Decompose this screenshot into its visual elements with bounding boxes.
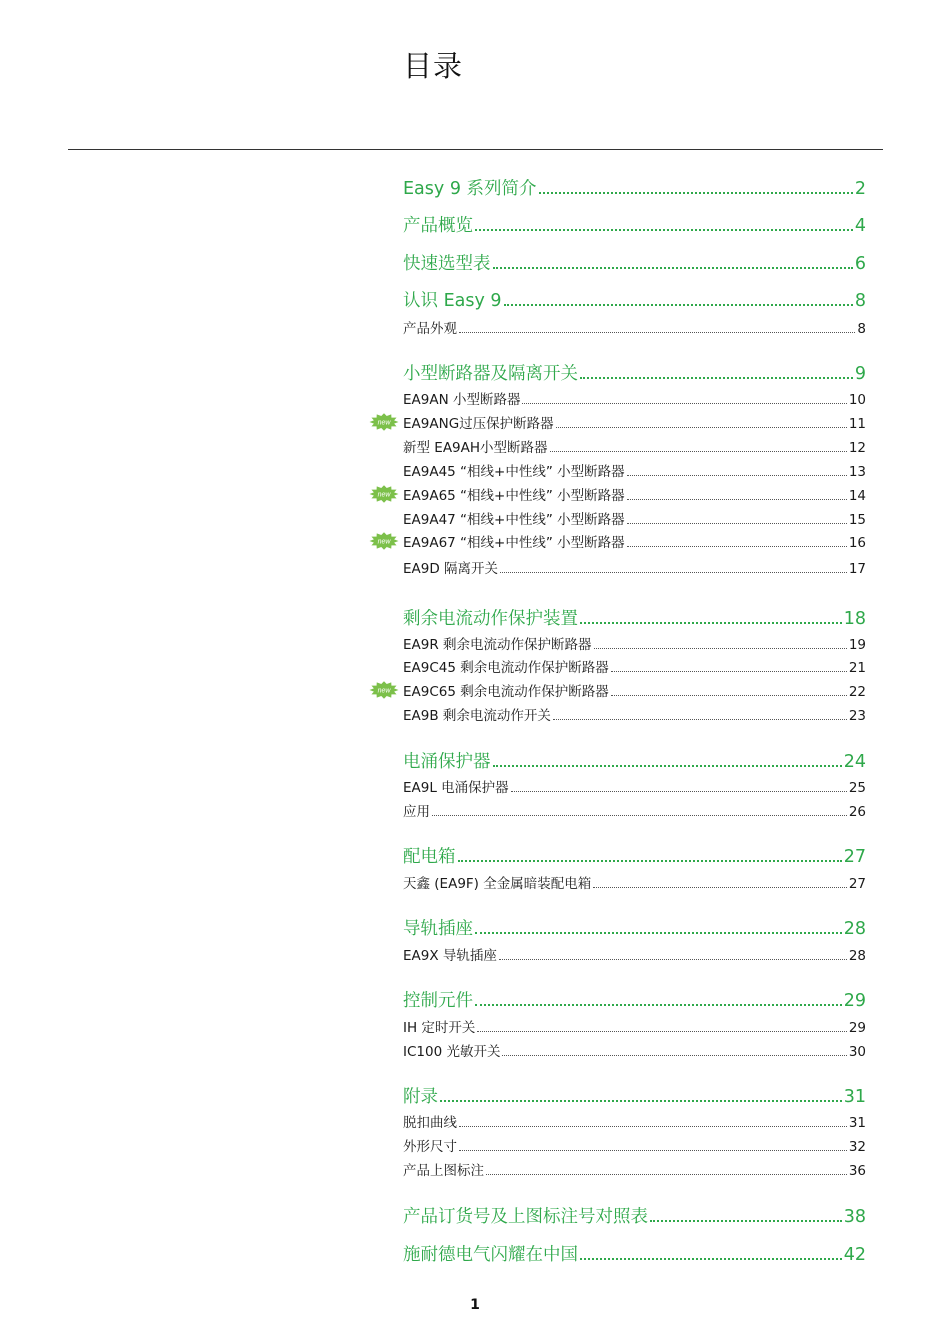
toc-subsection-entry[interactable]: [403, 460, 866, 480]
toc-entry-page: 32: [848, 1139, 866, 1155]
page-number: 1: [470, 1297, 480, 1313]
toc-subsection-entry[interactable]: [403, 800, 866, 820]
toc-subsection-entry[interactable]: [403, 412, 866, 432]
dot-leader: [477, 1031, 846, 1032]
toc-entry-label: EA9AN 小型断路器: [403, 392, 521, 408]
toc-entry-label: 剩余电流动作保护装置: [403, 609, 578, 629]
toc-entry-label: 外形尺寸: [403, 1139, 457, 1155]
dot-leader: [440, 1100, 842, 1102]
dot-leader: [500, 572, 847, 573]
dot-leader: [580, 622, 842, 624]
toc-subsection-entry[interactable]: [403, 656, 866, 676]
toc-entry-page: 19: [848, 637, 866, 653]
toc-subsection-entry[interactable]: [403, 557, 866, 577]
toc-entry-label: 产品订货号及上图标注号对照表: [403, 1207, 648, 1227]
dot-leader: [650, 1220, 842, 1222]
toc-entry-page: 24: [843, 752, 866, 772]
toc-subsection-entry[interactable]: [403, 872, 866, 892]
toc-entry-label: 导轨插座: [403, 919, 473, 939]
dot-leader: [611, 671, 847, 672]
toc-entry-page: 42: [843, 1245, 866, 1265]
toc-section-entry[interactable]: [403, 843, 866, 868]
toc-subsection-entry[interactable]: [403, 484, 866, 504]
toc-entry-page: 25: [848, 780, 866, 796]
toc-entry-label: Easy 9 系列简介: [403, 179, 537, 199]
dot-leader: [459, 332, 855, 333]
toc-entry-label: 脱扣曲线: [403, 1115, 457, 1131]
dot-leader: [459, 1126, 847, 1127]
toc-entry-page: 6: [854, 254, 866, 274]
toc-entry-label: 天鑫 (EA9F) 全金属暗装配电箱: [403, 876, 592, 892]
new-badge-icon: [369, 532, 399, 550]
dot-leader: [627, 475, 847, 476]
toc-entry-page: 27: [848, 876, 866, 892]
toc-entry-page: 29: [843, 991, 866, 1011]
toc-entry-label: 产品上图标注: [403, 1163, 484, 1179]
dot-leader: [499, 959, 847, 960]
toc-entry-label: EA9D 隔离开关: [403, 561, 499, 577]
dot-leader: [539, 192, 853, 194]
toc-entry-page: 26: [848, 804, 866, 820]
dot-leader: [593, 887, 847, 888]
dot-leader: [550, 451, 847, 452]
toc-subsection-entry[interactable]: [403, 508, 866, 528]
toc-entry-page: 30: [848, 1044, 866, 1060]
toc-entry-page: 21: [848, 660, 866, 676]
toc-section-entry[interactable]: [403, 605, 866, 630]
new-badge-icon: [369, 413, 399, 431]
toc-entry-page: 31: [843, 1087, 866, 1107]
toc-section-entry[interactable]: [403, 748, 866, 773]
toc-entry-page: 2: [854, 179, 866, 199]
dot-leader: [486, 1174, 847, 1175]
toc-subsection-entry[interactable]: [403, 633, 866, 653]
toc-entry-label: 小型断路器及隔离开关: [403, 364, 578, 384]
toc-entry-label: 控制元件: [403, 991, 473, 1011]
toc-entry-page: 9: [854, 364, 866, 384]
new-badge-icon: [369, 681, 399, 699]
toc-entry-label: EA9A65 “相线+中性线” 小型断路器: [403, 488, 625, 504]
dot-leader: [580, 377, 853, 379]
new-badge-text: new: [377, 538, 391, 546]
toc-subsection-entry[interactable]: [403, 944, 866, 964]
toc-section-entry[interactable]: [403, 212, 866, 237]
toc-entry-label: 快速选型表: [403, 254, 491, 274]
toc-entry-label: EA9C65 剩余电流动作保护断路器: [403, 684, 609, 700]
toc-entry-page: 16: [848, 535, 866, 551]
toc-entry-label: 配电箱: [403, 847, 456, 867]
dot-leader: [522, 403, 846, 404]
dot-leader: [580, 1258, 842, 1260]
toc-entry-label: 电涌保护器: [403, 752, 491, 772]
toc-entry-page: 17: [848, 561, 866, 577]
toc-entry-label: 附录: [403, 1087, 438, 1107]
toc-entry-page: 12: [848, 440, 866, 456]
toc-section-entry[interactable]: [403, 987, 866, 1012]
toc-entry-page: 23: [848, 708, 866, 724]
dot-leader: [627, 523, 847, 524]
toc-entry-label: EA9L 电涌保护器: [403, 780, 509, 796]
dot-leader: [627, 499, 847, 500]
dot-leader: [475, 932, 842, 934]
dot-leader: [493, 765, 842, 767]
toc-subsection-entry[interactable]: [403, 680, 866, 700]
toc-subsection-entry[interactable]: [403, 531, 866, 551]
toc-entry-label: EA9A47 “相线+中性线” 小型断路器: [403, 512, 625, 528]
toc-subsection-entry[interactable]: [403, 436, 866, 456]
toc-entry-label: 产品外观: [403, 321, 457, 337]
toc-section-entry[interactable]: [403, 175, 866, 200]
toc-entry-label: EA9B 剩余电流动作开关: [403, 708, 551, 724]
dot-leader: [459, 1150, 847, 1151]
new-badge-text: new: [377, 491, 391, 499]
dot-leader: [611, 695, 847, 696]
toc-section-entry[interactable]: [403, 1241, 866, 1266]
toc-entry-page: 28: [848, 948, 866, 964]
toc-entry-label: 施耐德电气闪耀在中国: [403, 1245, 578, 1265]
toc-subsection-entry[interactable]: [403, 1159, 866, 1179]
toc-section-entry[interactable]: [403, 287, 866, 312]
dot-leader: [475, 1004, 842, 1006]
toc-section-entry[interactable]: [403, 915, 866, 940]
toc-entry-page: 14: [848, 488, 866, 504]
dot-leader: [432, 815, 847, 816]
toc-entry-page: 38: [843, 1207, 866, 1227]
dot-leader: [493, 267, 853, 269]
toc-entry-label: 新型 EA9AH小型断路器: [403, 440, 548, 456]
toc-entry-page: 4: [854, 216, 866, 236]
toc-entry-page: 22: [848, 684, 866, 700]
dot-leader: [502, 1055, 846, 1056]
toc-entry-label: 应用: [403, 804, 430, 820]
dot-leader: [556, 427, 847, 428]
toc-entry-page: 28: [843, 919, 866, 939]
dot-leader: [627, 546, 847, 547]
toc-entry-page: 13: [848, 464, 866, 480]
dot-leader: [553, 719, 847, 720]
toc-entry-label: IH 定时开关: [403, 1020, 476, 1036]
new-badge-text: new: [377, 687, 391, 695]
toc-subsection-entry[interactable]: [403, 388, 866, 408]
toc-entry-label: 认识 Easy 9: [403, 291, 502, 311]
toc-subsection-entry[interactable]: [403, 1040, 866, 1060]
toc-section-entry[interactable]: [403, 250, 866, 275]
toc-entry-page: 18: [843, 609, 866, 629]
toc-section-entry[interactable]: [403, 360, 866, 385]
dot-leader: [458, 860, 842, 862]
toc-section-entry[interactable]: [403, 1203, 866, 1228]
toc-subsection-entry[interactable]: [403, 1135, 866, 1155]
toc-entry-page: 8: [854, 291, 866, 311]
toc-subsection-entry[interactable]: [403, 776, 866, 796]
toc-entry-label: EA9A45 “相线+中性线” 小型断路器: [403, 464, 625, 480]
toc-subsection-entry[interactable]: [403, 704, 866, 724]
dot-leader: [475, 229, 853, 231]
page-title: 目录: [403, 49, 464, 83]
toc-entry-page: 27: [843, 847, 866, 867]
toc-entry-label: EA9ANG过压保护断路器: [403, 416, 554, 432]
toc-entry-page: 11: [848, 416, 866, 432]
toc-entry-page: 10: [848, 392, 866, 408]
toc-entry-page: 31: [848, 1115, 866, 1131]
dot-leader: [511, 791, 847, 792]
toc-entry-label: EA9R 剩余电流动作保护断路器: [403, 637, 592, 653]
new-badge-text: new: [377, 419, 391, 427]
toc-subsection-entry[interactable]: [403, 1111, 866, 1131]
toc-entry-label: 产品概览: [403, 216, 473, 236]
dot-leader: [594, 648, 847, 649]
toc-entry-label: EA9A67 “相线+中性线” 小型断路器: [403, 535, 625, 551]
toc-entry-page: 8: [857, 321, 866, 337]
toc-entry-label: EA9C45 剩余电流动作保护断路器: [403, 660, 609, 676]
toc-entry-label: IC100 光敏开关: [403, 1044, 501, 1060]
toc-entry-page: 15: [848, 512, 866, 528]
toc-entry-page: 36: [848, 1163, 866, 1179]
title-divider: [68, 149, 883, 150]
toc-subsection-entry[interactable]: [403, 1016, 866, 1036]
toc-entry-label: EA9X 导轨插座: [403, 948, 497, 964]
dot-leader: [504, 304, 853, 306]
toc-subsection-entry[interactable]: [403, 317, 866, 337]
new-badge-icon: [369, 485, 399, 503]
toc-section-entry[interactable]: [403, 1083, 866, 1108]
toc-entry-page: 29: [848, 1020, 866, 1036]
